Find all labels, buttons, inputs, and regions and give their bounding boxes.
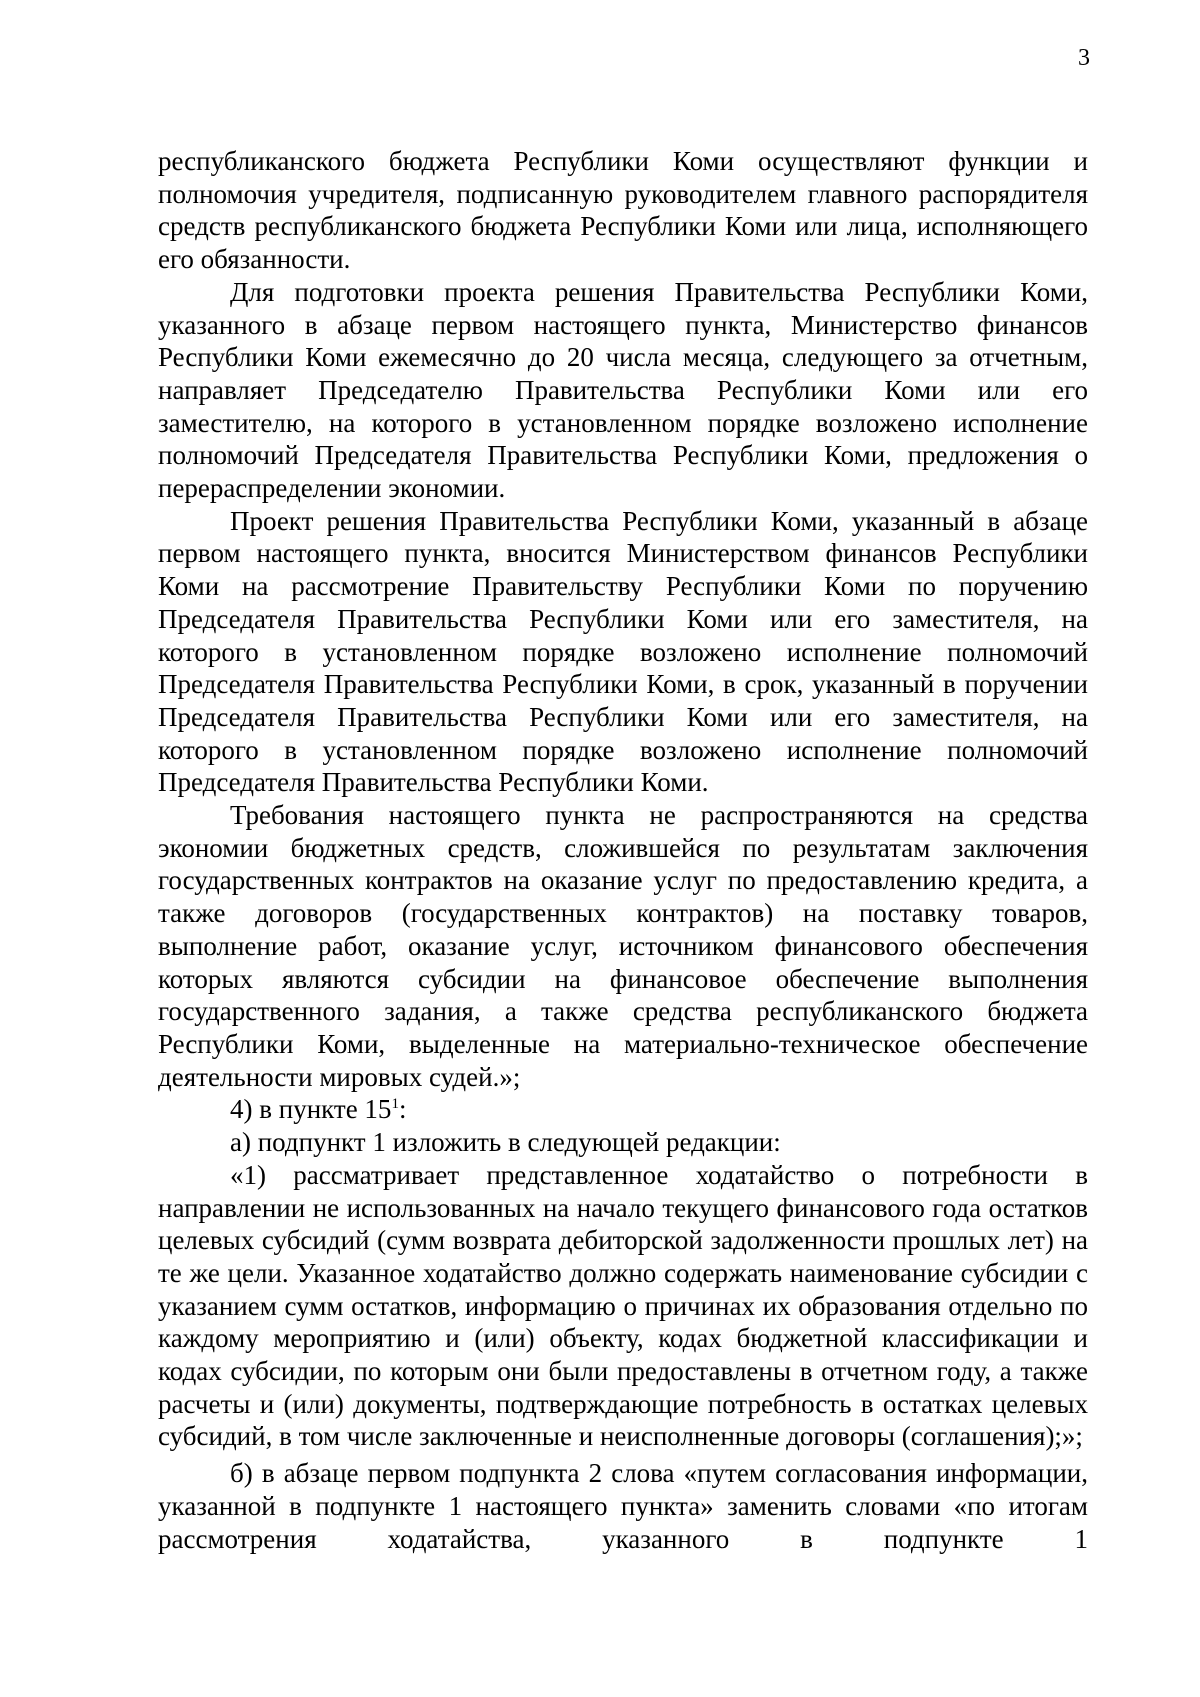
document-body [158,145,1088,1555]
paragraph-subitem-b: б) в абзаце первом подпункта 2 слова «путем согласования информации, указанной в подпункте 1 настоящего пункта» заменить словами «по итогам рассмотрения ходатайства, указанного в подпункте 1 [158,1458,1088,1554]
page-number: 3 [1078,45,1090,71]
item-4-superscript: 1 [391,1096,399,1113]
paragraph-requirements-exception: Требования настоящего пункта не распространяются на средства экономии бюджетных средств, сложившейся по результатам заключения государственных контрактов на оказание услуг по предоставлению кредита, а также договоров (государственных контрактов) на поставку товаров, выполнение работ, оказание услуг, источником финансового обеспечения которых являются субсидии на финансовое обеспечение выполнения государственного задания, а также средства республиканского бюджета Республики Коми, выделенные на материально-техническое обеспечение деятельности мировых судей.»; [158,800,1088,1092]
item-4-colon: : [398,1094,407,1125]
paragraph-proposal-preparation: Для подготовки проекта решения Правительства Республики Коми, указанного в абзаце первом настоящего пункта, Министерство финансов Республики Коми ежемесячно до 20 числа месяца, следующего за отчетным, направляет Председателю Правительства Республики Коми или его заместителю, на которого в установленном порядке возложено исполнение полномочий Председателя Правительства Республики Коми, предложения о перераспределении экономии. [158,276,1088,504]
paragraph-draft-decision: Проект решения Правительства Республики Коми, указанный в абзаце первом настоящего пункта, вносится Министерством финансов Республики Коми на рассмотрение Правительству Республики Коми по поручению Председателя Правительства Республики Коми или его заместителя, на которого в установленном порядке возложено исполнение полномочий Председателя Правительства Республики Коми, в срок, указанный в поручении Председателя Правительства Республики Коми или его заместителя, на которого в установленном порядке возложено исполнение полномочий Председателя Правительства Республики Коми. [158,505,1088,798]
paragraph-item-4 [158,1093,1088,1126]
paragraph-continuation: республиканского бюджета Республики Коми осуществляют функции и полномочия учредителя, подписанную руководителем главного распорядителя средств республиканского бюджета Республики Коми или лица, исполняющего его обязанности. [158,146,1088,275]
item-4-text: 4) в пункте 15 [230,1094,392,1125]
paragraph-quoted-subitem-1: «1) рассматривает представленное ходатайство о потребности в направлении не использованных на начало текущего финансового года остатков целевых субсидий (сумм возврата дебиторской задолженности прошлых лет) на те же цели. Указанное ходатайство должно содержать наименование субсидии с указанием сумм остатков, информацию о причинах их образования отдельно по каждому мероприятию и (или) объекту, кодах бюджетной классификации и кодах субсидии, по которым они были предоставлены в отчетном году, а также расчеты и (или) документы, подтверждающие потребность в остатках целевых субсидий, в том числе заключенные и неисполненные договоры (соглашения);»; [158,1159,1088,1452]
paragraph-subitem-a: а) подпункт 1 изложить в следующей редакции: [230,1127,781,1158]
